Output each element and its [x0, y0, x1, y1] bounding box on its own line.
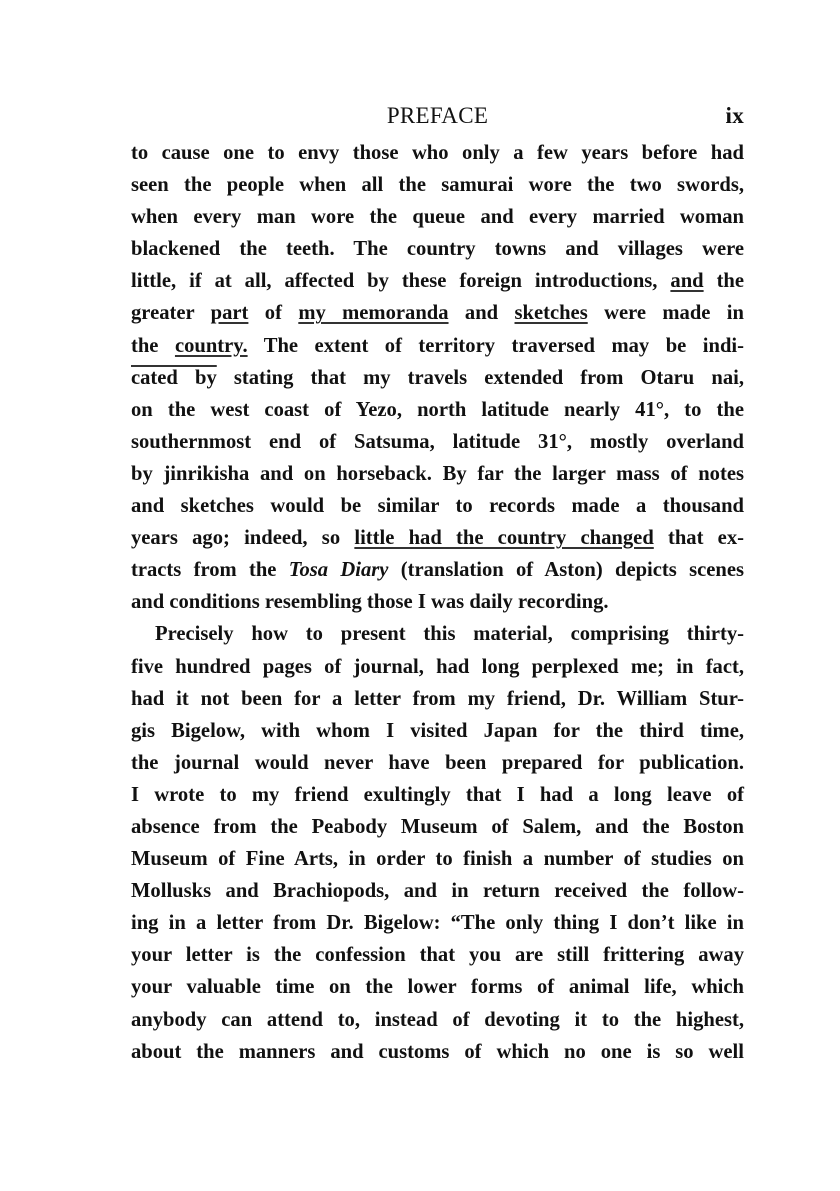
text-line: seen the people when all the samurai wore the two swords, [131, 174, 744, 197]
text-line [131, 265, 744, 297]
text-line [131, 554, 744, 586]
book-page [131, 103, 744, 1068]
text-line: southernmost end of Satsuma, latitude 31°, mostly overland [131, 430, 744, 453]
text-line: five hundred pages of journal, had long perplexed me; in fact, [131, 655, 744, 678]
text-line: on the west coast of Yezo, north latitude nearly 41°, to the [131, 398, 744, 421]
text-line: your valuable time on the lower forms of animal life, which [131, 976, 744, 999]
text-line: and conditions resembling those I was daily recording. [131, 591, 609, 614]
text-line: I wrote to my friend exultingly that I had a long leave of [131, 783, 744, 806]
overlined-phrase: cated by [131, 366, 217, 389]
text-line [131, 362, 744, 394]
underlined-word: part [210, 302, 249, 325]
text-fragment: tracts from the [131, 559, 277, 582]
underlined-word: and [670, 270, 704, 293]
text-line: by jinrikisha and on horseback. By far the larger mass of notes [131, 462, 744, 485]
text-line: anybody can attend to, instead of devoting it to the highest, [131, 1008, 744, 1031]
underlined-word: sketches [514, 302, 588, 325]
text-line: Museum of Fine Arts, in order to finish a number of studies on [131, 848, 744, 871]
text-line: your letter is the confession that you are still frittering away [131, 944, 744, 967]
text-line: gis Bigelow, with whom I visited Japan for the third time, [131, 719, 744, 742]
text-line: and sketches would be similar to records made a thousand [131, 495, 744, 518]
paragraph-1 [131, 137, 744, 618]
page-number: ix [725, 103, 744, 128]
text-line [131, 297, 744, 329]
text-fragment: stating that my travels extended from Otaru nai, [233, 366, 744, 389]
text-fragment: (translation of Aston) depicts scenes [400, 559, 744, 582]
running-title: PREFACE [386, 103, 489, 128]
text-line: when every man wore the queue and every married woman [131, 206, 744, 229]
text-line: Precisely how to present this material, comprising thirty- [155, 623, 744, 646]
text-fragment: little, if at all, affected by these foreign introductions, [131, 270, 658, 293]
text-fragment: greater [131, 302, 195, 325]
text-fragment: the [716, 270, 745, 293]
text-line: absence from the Peabody Museum of Salem, and the Boston [131, 815, 744, 838]
text-line [131, 522, 744, 554]
text-line: blackened the teeth. The country towns and villages were [131, 238, 744, 261]
text-line: to cause one to envy those who only a few years before had [131, 142, 744, 164]
running-header [131, 103, 744, 137]
text-fragment: of [264, 302, 282, 325]
text-line: ing in a letter from Dr. Bigelow: “The only thing I don’t like in [131, 912, 744, 935]
text-fragment: were made in [604, 302, 744, 325]
text-line [131, 330, 744, 362]
text-line: about the manners and customs of which no one is so well [131, 1040, 744, 1063]
underlined-phrase: little had the country changed [354, 527, 654, 550]
body-text [131, 137, 744, 1068]
underlined-word: country. [174, 334, 248, 357]
italic-title: Tosa Diary [288, 559, 389, 582]
text-fragment: that ex- [668, 527, 744, 550]
text-line: Mollusks and Brachiopods, and in return received the follow- [131, 880, 744, 903]
text-fragment: years ago; indeed, so [131, 527, 341, 550]
text-line: the journal would never have been prepared for publication. [131, 751, 744, 774]
text-line: had it not been for a letter from my friend, Dr. William Stur- [131, 687, 744, 710]
text-fragment: The extent of territory traversed may be indi- [263, 334, 744, 357]
text-fragment: and [464, 302, 499, 325]
underlined-phrase: my memoranda [298, 302, 449, 325]
text-fragment: the [131, 334, 159, 357]
paragraph-2 [131, 618, 744, 1067]
